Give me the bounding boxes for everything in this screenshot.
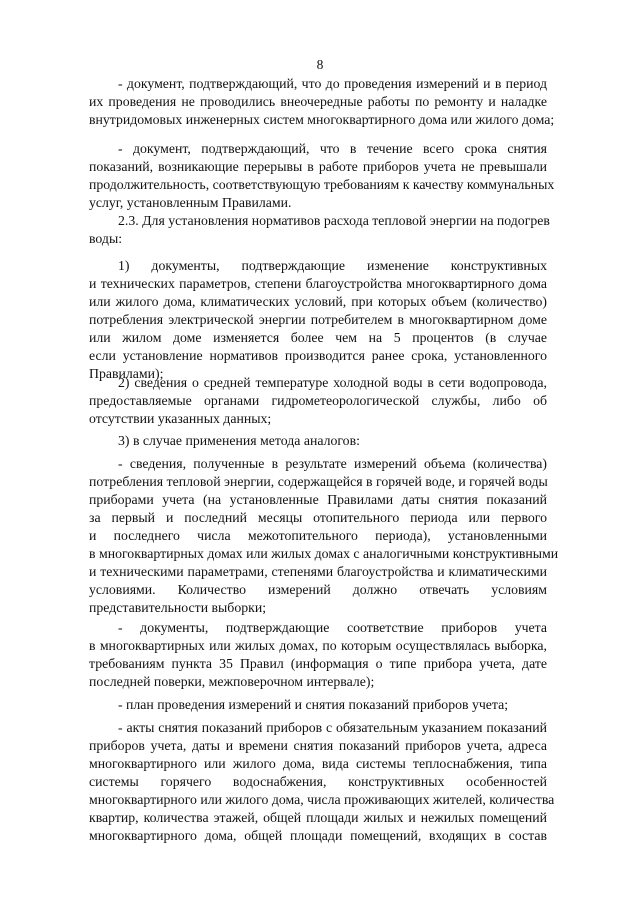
text-line: - план проведения измерений и снятия показаний приборов учета; xyxy=(118,697,509,712)
page-number: 8 xyxy=(316,57,324,72)
text-line: многоквартирного дома, общей площади помещений, входящих в состав xyxy=(89,828,547,843)
text-line: многоквартирного или жилого дома, вида системы теплоснабжения, типа xyxy=(89,756,547,771)
text-line: и последнего числа межотопительного периода), установленными xyxy=(89,528,547,543)
text-line: продолжительность, соответствующую требованиям к качеству коммунальных xyxy=(89,177,555,192)
text-line: квартир, количества этажей, общей площади жилых и нежилых помещений xyxy=(89,810,547,825)
text-line: и техническими параметрами, степенями благоустройства и климатическими xyxy=(89,564,547,579)
text-line: приборами учета (на установленные Правилами даты снятия показаний xyxy=(89,492,547,507)
text-line: в многоквартирных домах или жилых домах с аналогичными конструктивными xyxy=(89,546,559,561)
text-line: их проведения не проводились внеочередные работы по ремонту и наладке xyxy=(89,94,547,109)
text-line: за первый и последний месяцы отопительного периода или первого xyxy=(89,510,547,525)
text-line: - документ, подтверждающий, что в течение всего срока снятия xyxy=(118,141,547,156)
text-line: потребления электрической энергии потребителем в многоквартирном доме xyxy=(89,312,547,327)
text-line: - документ, подтверждающий, что до проведения измерений и в период xyxy=(118,76,547,91)
text-line: внутридомовых инженерных систем многоквартирного дома или жилого дома; xyxy=(89,112,555,127)
text-line: - документы, подтверждающие соответствие приборов учета xyxy=(118,620,547,635)
text-line: потребления тепловой энергии, содержащейся в горячей воде, и горячей воды xyxy=(89,474,548,489)
text-line: Правилами); xyxy=(89,366,164,381)
text-line: воды: xyxy=(89,231,123,246)
text-line: последней поверки, межповерочном интервале); xyxy=(89,674,375,689)
text-line: представительности выборки; xyxy=(89,600,267,615)
text-line: 1) документы, подтверждающие изменение конструктивных xyxy=(118,258,547,273)
text-line: многоквартирного или жилого дома, числа проживающих жителей, количества xyxy=(89,792,555,807)
text-line: 2) сведения о средней температуре холодной воды в сети водопровода, xyxy=(118,375,547,390)
text-line: - акты снятия показаний приборов с обязательным указанием показаний xyxy=(118,720,547,735)
text-line: и технических параметров, степени благоустройства многоквартирного дома xyxy=(89,276,547,291)
text-line: если установление нормативов производится ранее срока, установленного xyxy=(89,348,547,363)
text-line: системы горячего водоснабжения, конструктивных особенностей xyxy=(89,774,547,789)
text-line: или жилого дома, климатических условий, при которых объем (количество) xyxy=(89,294,547,309)
text-line: предоставляемые органами гидрометеорологической службы, либо об xyxy=(89,393,547,408)
text-line: услуг, установленным Правилами. xyxy=(89,195,292,210)
text-line: отсутствии указанных данных; xyxy=(89,411,272,426)
text-line: в многоквартирных или жилых домах, по которым осуществлялась выборка, xyxy=(89,638,547,653)
text-line: показаний, возникающие перерывы в работе приборов учета не превышали xyxy=(89,159,547,174)
text-line: 2.3. Для установления нормативов расхода тепловой энергии на подогрев xyxy=(118,213,550,228)
text-line: или жилом доме изменяется более чем на 5 процентов (в случае xyxy=(89,330,547,345)
text-line: 3) в случае применения метода аналогов: xyxy=(118,433,360,448)
text-line: - сведения, полученные в результате измерений объема (количества) xyxy=(118,456,547,471)
text-line: условиями. Количество измерений должно отвечать условиям xyxy=(89,582,547,597)
text-line: приборов учета, даты и времени снятия показаний приборов учета, адреса xyxy=(89,738,547,753)
text-line: требованиям пункта 35 Правил (информация о типе прибора учета, дате xyxy=(89,656,547,671)
